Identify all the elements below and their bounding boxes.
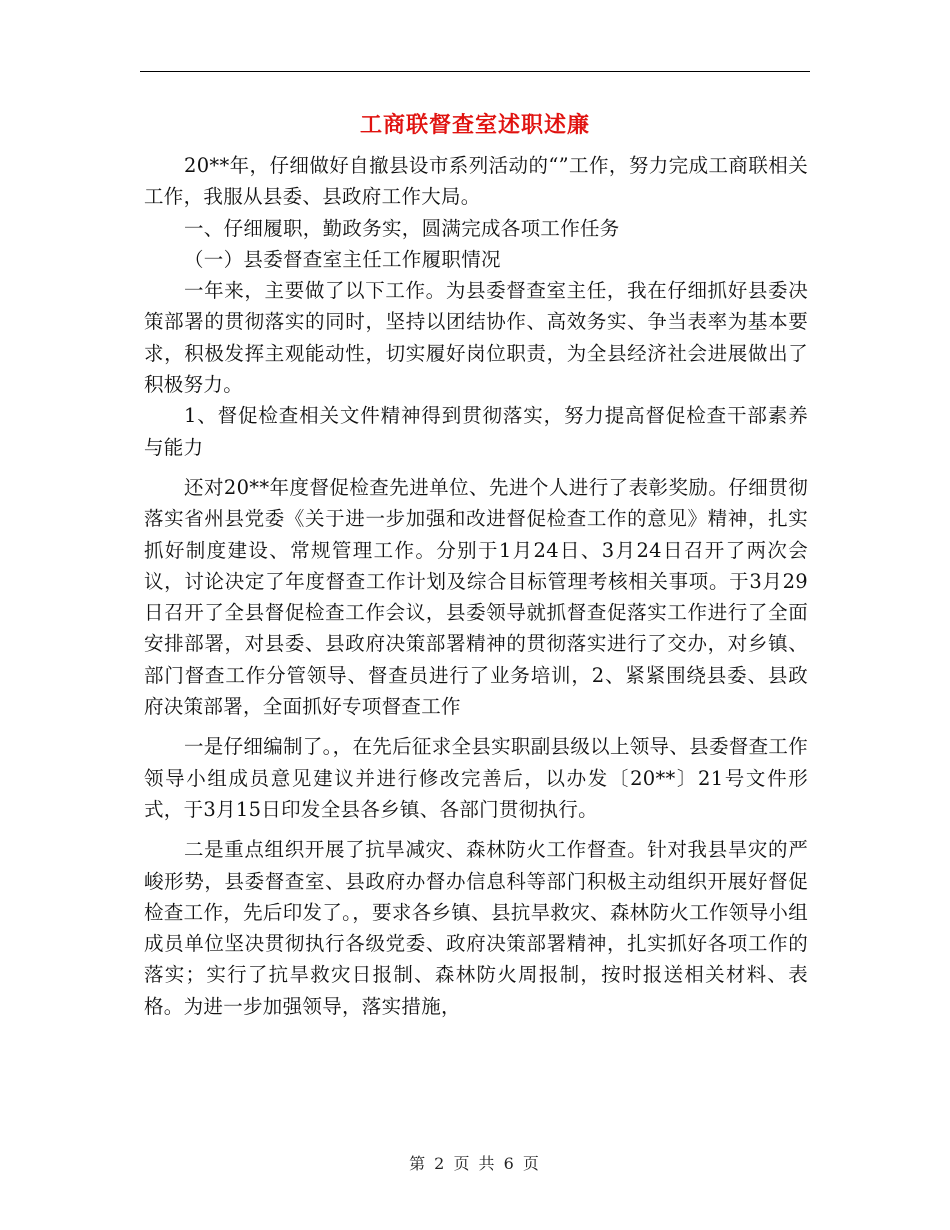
paragraph-first-item: 一是仔细编制了。，在先后征求全县实职副县级以上领导、县委督查工作领导小组成员意见建议并进行修改完善后，以办发〔20**〕21号文件形式，于3月15日印发全县各乡镇、各部门贯彻执行。 (144, 735, 808, 821)
page-number-footer: 第 2 页 共 6 页 (409, 1154, 541, 1173)
paragraph-intro: 20**年，仔细做好自撤县设市系列活动的“”工作，努力完成工商联相关工作，我服从县委、县政府工作大局。 (144, 154, 808, 209)
item-heading-1: 1、督促检查相关文件精神得到贯彻落实，努力提高督促检查干部素养与能力 (144, 404, 808, 459)
document-title: 工商联督查室述职述廉 (359, 112, 590, 138)
section-heading-1: 一、仔细履职，勤政务实，圆满完成各项工作任务 (184, 216, 620, 240)
paragraph-second-item: 二是重点组织开展了抗旱减灾、森林防火工作督查。针对我县旱灾的严峻形势，县委督查室、县政府办督办信息科等部门积极主动组织开展好督促检查工作，先后印发了。，要求各乡镇、县抗旱救灾、森林防火工作领导小组成员单位坚决贯彻执行各级党委、政府决策部署精神，扎实抓好各项工作的落实；实行了抗旱救灾日报制、森林防火周报制，按时报送相关材料、表格。为进一步加强领导，落实措施， (144, 838, 808, 1018)
header-rule (140, 71, 810, 72)
paragraph-supervision: 还对20**年度督促检查先进单位、先进个人进行了表彰奖励。仔细贯彻落实省州县党委《关于进一步加强和改进督促检查工作的意见》精神，扎实抓好制度建设、常规管理工作。分别于1月24日、3月24日召开了两次会议，讨论决定了年度督查工作计划及综合目标管理考核相关事项。于3月29日召开了全县督促检查工作会议，县委领导就抓督查促落实工作进行了全面安排部署，对县委、县政府决策部署精神的贯彻落实进行了交办，对乡镇、部门督查工作分管领导、督查员进行了业务培训，2、紧紧围绕县委、县政府决策部署，全面抓好专项督查工作 (144, 475, 808, 719)
paragraph-summary: 一年来，主要做了以下工作。为县委督查室主任，我在仔细抓好县委决策部署的贯彻落实的同时，坚持以团结协作、高效务实、争当表率为基本要求，积极发挥主观能动性，切实履好岗位职责，为全县经济社会进展做出了积极努力。 (144, 279, 808, 397)
subsection-heading-1: （一）县委督查室主任工作履职情况 (184, 247, 501, 271)
document-body (144, 150, 808, 1022)
